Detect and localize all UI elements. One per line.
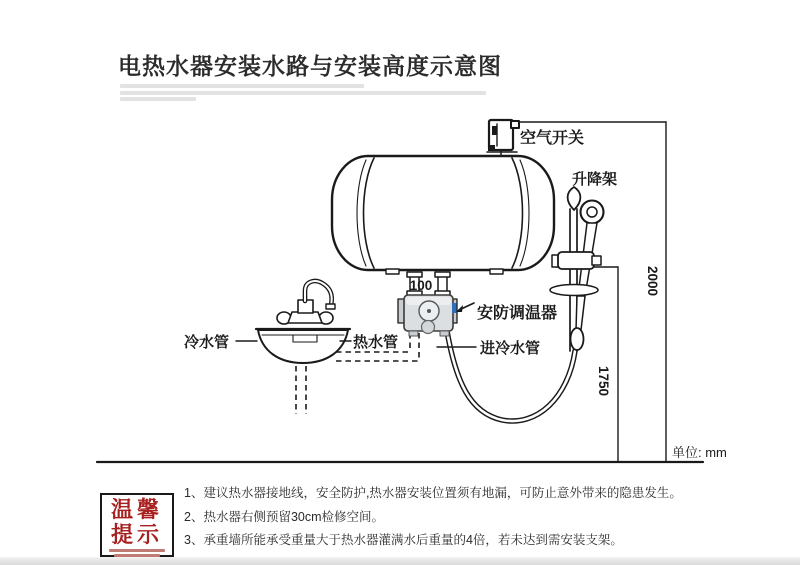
- lift-rack-label: 升降架: [572, 171, 618, 188]
- tip-item: 1、建议热水器接地线，安全防护,热水器安装位置须有地漏，可防止意外带来的隐患发生。: [184, 486, 682, 500]
- soap-dish: [550, 285, 598, 296]
- stamp-text-line1: 温馨: [110, 497, 163, 522]
- thermostat-blue-tab: [452, 303, 457, 313]
- warm-tips-stamp: [100, 493, 174, 557]
- air-switch-label: 空气开关: [520, 130, 585, 147]
- thermostat-leader-arrow: [456, 303, 474, 312]
- tips-list: [184, 482, 729, 553]
- shower-head: [581, 201, 604, 224]
- hot-pipe-label: 热水管: [353, 334, 399, 351]
- thermostat-label: 安防调温器: [477, 305, 558, 322]
- dimension-100-label: 100: [409, 278, 433, 293]
- dimension-1750-label: 1750: [596, 366, 611, 397]
- rail-slider: [558, 252, 594, 269]
- handle-end: [571, 328, 584, 350]
- dimension-1750: [556, 267, 618, 462]
- stamp-micro-text: [109, 549, 165, 552]
- cold-pipe-label: 冷水管: [184, 334, 230, 351]
- page-bottom-edge: [0, 557, 800, 565]
- cold-water-dashed-pipe: [296, 366, 306, 414]
- dimension-2000-label: 2000: [645, 266, 660, 297]
- sink: [256, 329, 350, 363]
- thermostat: [398, 295, 457, 336]
- lift-rack: [550, 187, 604, 351]
- water-heater-tank: [332, 156, 554, 274]
- air-switch-icon: [487, 120, 519, 152]
- faucet: [277, 281, 335, 324]
- stamp-text-line2: 提示: [110, 522, 163, 547]
- page-title: 电热水器安装水路与安装高度示意图: [118, 53, 502, 79]
- tip-item: 3、承重墙所能承受重量大于热水器灌满水后重量的4倍，若未达到需安装支架。: [184, 533, 623, 547]
- tip-item: 2、热水器右侧预留30cm检修空间。: [184, 509, 385, 524]
- inlet-pipe-label: 进冷水管: [480, 340, 541, 357]
- unit-label: 单位: mm: [672, 445, 727, 460]
